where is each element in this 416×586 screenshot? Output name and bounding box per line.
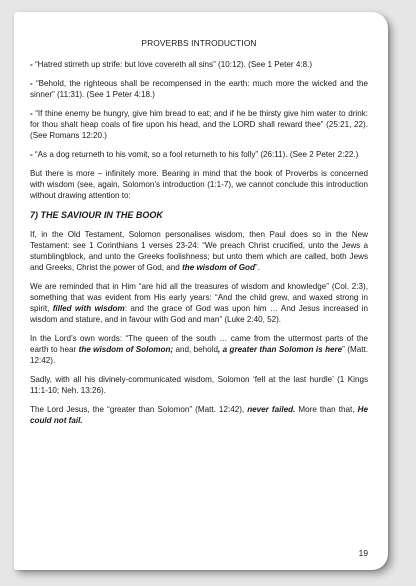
page-number: 19 — [358, 548, 368, 558]
quote-paragraph — [30, 108, 368, 141]
body-paragraph: Sadly, with all his divinely-communicated wisdom, Solomon ‘fell at the last hurdle’ (1 Kings 11:1-10; Neh. 13:26). — [30, 375, 368, 395]
emphasis-text: He could not fail. — [30, 405, 368, 425]
emphasis-text: never failed. — [247, 405, 296, 414]
quote-paragraph — [30, 78, 368, 100]
text-run: We are reminded that in Him “are hid all the treasures of wisdom and knowledge” (Col. 2:3), something that was evident from His early years: “And the child grew, and waxed strong in spirit, — [30, 282, 368, 313]
body-paragraph: But there is more – infinitely more. Bearing in mind that the book of Proverbs is concerned with wisdom (see, again, Solomon’s introduction (1:1-7), we cannot conclude this introduction without drawing attention to: — [30, 169, 368, 200]
text-run: The Lord Jesus, the “greater than Solomon” (Matt. 12:42), — [30, 405, 248, 414]
page-content — [30, 38, 368, 434]
quote-dash: - — [30, 150, 33, 159]
emphasis-text: filled with wisdom — [52, 304, 125, 313]
text-run: and, behold — [173, 345, 218, 354]
quote-text: “As a dog returneth to his vomit, so a fool returneth to his folly” (26:11). (See 2 Peter 2:22.) — [32, 150, 359, 159]
text-run: : and the grace of God was upon him … And Jesus increased in wisdom and stature, and in favour with God and man” (Luke 2:40, 52). — [30, 304, 368, 324]
quote-dash: - — [30, 60, 33, 69]
book-page — [14, 12, 388, 570]
running-header: PROVERBS INTRODUCTION — [141, 38, 257, 48]
body-paragraph — [30, 404, 368, 426]
quote-dash: - — [30, 79, 33, 88]
section-heading: 7) THE SAVIOUR IN THE BOOK — [30, 210, 163, 220]
text-run: If, in the Old Testament, Solomon personalises wisdom, then Paul does so in the New Testament: see 1 Corinthians 1 verses 23-24: “We preach Christ crucified, unto the Jews a stumblingblock, and unto the Greeks foolishness; but unto them which are called, both Jews and Greeks, Christ the power of God, and — [30, 230, 368, 272]
emphasis-text: the wisdom of Solomon; — [78, 345, 174, 354]
quote-text: “Behold, the righteous shall be recompensed in the earth: much more the wicked and the sinner” (11:31). (See 1 Peter 4:18.) — [30, 79, 368, 99]
quote-paragraph — [30, 149, 368, 160]
body-paragraph — [30, 229, 368, 273]
emphasis-text: , a greater than Solomon is here — [217, 345, 343, 354]
quote-text: “Hatred stirreth up strife: but love covereth all sins” (10:12). (See 1 Peter 4:8.) — [32, 60, 313, 69]
text-run: In the Lord’s own words: “The queen of the south … came from the uttermost parts of the earth to hear — [30, 334, 368, 354]
text-run: ” (Matt. 12:42). — [30, 345, 368, 365]
quote-dash: - — [30, 109, 33, 118]
emphasis-text: the wisdom of God — [182, 263, 255, 272]
text-run: ”. — [254, 263, 260, 272]
quote-text: “If thine enemy be hungry, give him bread to eat; and if he be thirsty give him water to drink: for thou shalt heap coals of fire upon his head, and the LORD shall reward thee” (25:21, 22). (See Romans 12:20.) — [30, 109, 368, 140]
quote-paragraph — [30, 59, 368, 70]
body-paragraph — [30, 281, 368, 325]
body-paragraph — [30, 333, 368, 366]
text-run: More than that, — [295, 405, 358, 414]
